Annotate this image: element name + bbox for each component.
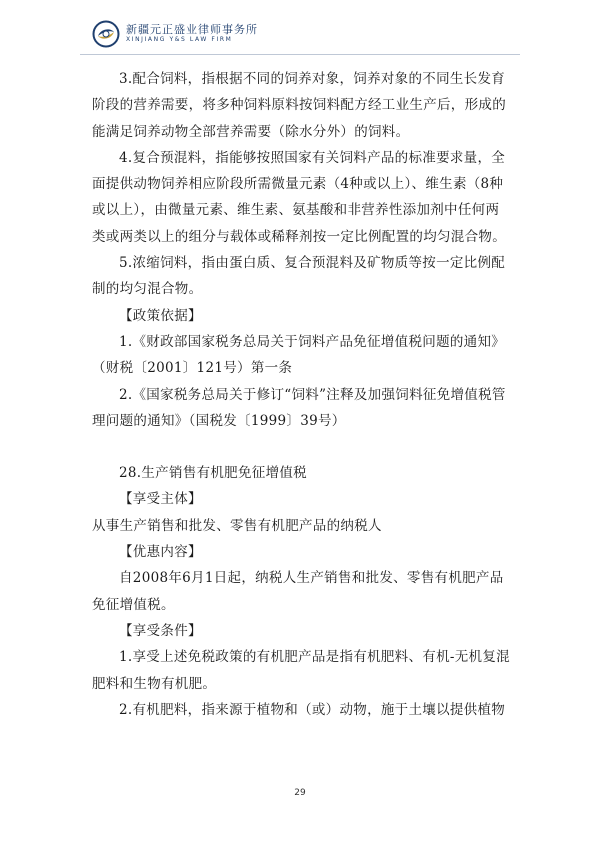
policy-reference-1: 1.《财政部国家税务总局关于饲料产品免征增值税问题的通知》（财税〔2001〕121号）第一条 [92, 333, 506, 377]
paragraph-premix: 4.复合预混料，指能够按照国家有关饲料产品的标准要求量，全面提供动物饲养相应阶段所需微量元素（4种或以上）、维生素（8种或以上），由微量元素、维生素、氨基酸和非营养性添加剂中任何两类或两类以上的组分与载体或稀释剂按一定比例配置的均匀混合物。 [92, 149, 506, 245]
page-number: 29 [294, 788, 306, 798]
paragraph-concentrate: 5.浓缩饲料，指由蛋白质、复合预混料及矿物质等按一定比例配制的均匀混合物。 [92, 255, 506, 298]
heading-policy-basis: 【政策依据】 [119, 307, 202, 324]
section-spacer [92, 434, 510, 460]
paragraph-compound-feed: 3.配合饲料，指根据不同的饲养对象，饲养对象的不同生长发育阶段的营养需要，将多种饲料原料按饲料配方经工业生产后，形成的能满足饲养动物全部营养需要（除水分外）的饲料。 [92, 71, 506, 140]
condition-1: 1.享受上述免税政策的有机肥产品是指有机肥料、有机-无机复混肥料和生物有机肥。 [92, 649, 510, 692]
firm-name-en: XINJIANG Y&S LAW FIRM [126, 36, 233, 43]
firm-logo-icon [92, 20, 120, 48]
item-title: 28.生产销售有机肥免征增值税 [119, 465, 307, 482]
paragraph-beneficiary: 从事生产销售和批发、零售有机肥产品的纳税人 [92, 517, 382, 534]
page-header [92, 18, 512, 52]
heading-conditions: 【享受条件】 [119, 622, 202, 639]
heading-beneficiary: 【享受主体】 [119, 491, 202, 508]
firm-name-cn: 新疆元正盛业律师事务所 [126, 23, 258, 36]
condition-2: 2.有机肥料，指来源于植物和（或）动物，施于土壤以提供植物 [119, 701, 506, 718]
policy-reference-2: 2.《国家税务总局关于修订“饲料”注释及加强饲料征免增值税管理问题的通知》（国税发〔1999〕39号） [92, 386, 506, 429]
heading-benefit: 【优惠内容】 [119, 544, 202, 561]
paragraph-benefit: 自2008年6月1日起，纳税人生产销售和批发、零售有机肥产品免征增值税。 [92, 570, 504, 613]
header-divider [80, 54, 520, 55]
document-body [92, 66, 510, 723]
